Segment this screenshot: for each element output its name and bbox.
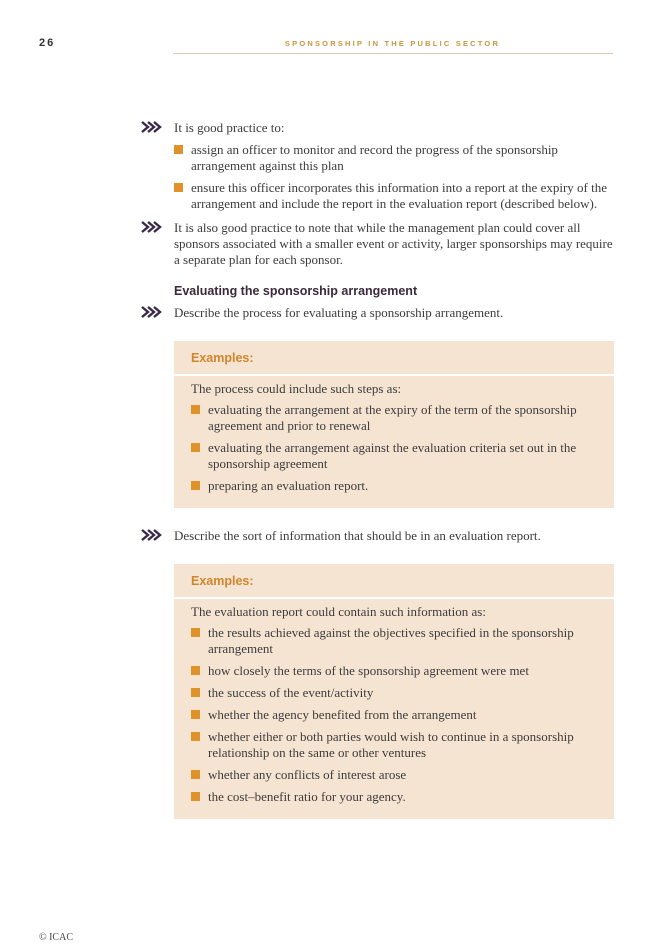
examples-bullet-list (191, 402, 597, 494)
square-bullet-icon (174, 145, 183, 154)
list-item (174, 180, 614, 212)
examples-body (174, 599, 614, 805)
header-rule (173, 53, 613, 54)
management-plan-note (174, 220, 614, 268)
section-heading: Evaluating the sponsorship arrangement (174, 284, 418, 298)
examples-title: Examples: (174, 341, 614, 376)
list-item (174, 142, 614, 174)
square-bullet-icon (191, 443, 200, 452)
list-item-text: evaluating the arrangement at the expiry of the term of the sponsorship agreement and prior to renewal (208, 402, 577, 433)
double-chevron-right-icon (140, 528, 164, 542)
section-item-process (174, 305, 614, 321)
list-item (191, 625, 597, 657)
examples-box-report (174, 564, 614, 819)
list-item-text: the success of the event/activity (208, 685, 374, 700)
square-bullet-icon (191, 688, 200, 697)
examples-body (174, 376, 614, 494)
list-item (191, 440, 597, 472)
list-item (191, 685, 597, 701)
list-item (191, 767, 597, 783)
list-item-text: whether either or both parties would wish to continue in a sponsorship relationship on the same or other ventures (208, 729, 574, 760)
list-item-text: evaluating the arrangement against the evaluation criteria set out in the sponsorship agreement (208, 440, 577, 471)
list-item-text: how closely the terms of the sponsorship agreement were met (208, 663, 529, 678)
running-title: SPONSORSHIP IN THE PUBLIC SECTOR (284, 39, 501, 48)
square-bullet-icon (191, 710, 200, 719)
examples-lead: The evaluation report could contain such information as: (191, 604, 486, 619)
page-number: 26 (39, 37, 56, 49)
square-bullet-icon (191, 481, 200, 490)
double-chevron-right-icon (140, 120, 164, 134)
list-item-text: assign an officer to monitor and record the progress of the sponsorship arrangement against this plan (191, 142, 558, 173)
list-item-text: preparing an evaluation report. (208, 478, 369, 493)
examples-lead: The process could include such steps as: (191, 381, 402, 396)
list-item-text: the cost–benefit ratio for your agency. (208, 789, 406, 804)
list-item (191, 729, 597, 761)
copyright-footer: © ICAC (39, 932, 73, 943)
double-chevron-right-icon (140, 220, 164, 234)
double-chevron-right-icon (140, 305, 164, 319)
square-bullet-icon (191, 666, 200, 675)
list-item-text: ensure this officer incorporates this information into a report at the expiry of the arrangement and include the report in the evaluation report (described below). (191, 180, 607, 211)
list-item-text: the results achieved against the objectives specified in the sponsorship arrangement (208, 625, 574, 656)
intro-bullet-list (174, 142, 614, 212)
section-item-text: Describe the sort of information that should be in an evaluation report. (174, 528, 541, 543)
square-bullet-icon (191, 732, 200, 741)
intro-lead: It is good practice to: (174, 120, 285, 135)
section-item-report (174, 528, 614, 544)
square-bullet-icon (191, 770, 200, 779)
list-item (191, 789, 597, 805)
examples-title: Examples: (174, 564, 614, 599)
list-item (191, 402, 597, 434)
list-item (191, 663, 597, 679)
examples-bullet-list (191, 625, 597, 805)
section-item-text: Describe the process for evaluating a sponsorship arrangement. (174, 305, 504, 320)
intro-paragraph (174, 120, 614, 136)
square-bullet-icon (191, 405, 200, 414)
examples-box-process (174, 341, 614, 508)
square-bullet-icon (174, 183, 183, 192)
list-item (191, 707, 597, 723)
list-item-text: whether any conflicts of interest arose (208, 767, 407, 782)
main-content (174, 120, 614, 819)
note-text: It is also good practice to note that while the management plan could cover all sponsors associated with a smaller event or activity, larger sponsorships may require a separate plan for each sponsor. (174, 220, 613, 267)
square-bullet-icon (191, 628, 200, 637)
list-item-text: whether the agency benefited from the arrangement (208, 707, 477, 722)
list-item (191, 478, 597, 494)
square-bullet-icon (191, 792, 200, 801)
